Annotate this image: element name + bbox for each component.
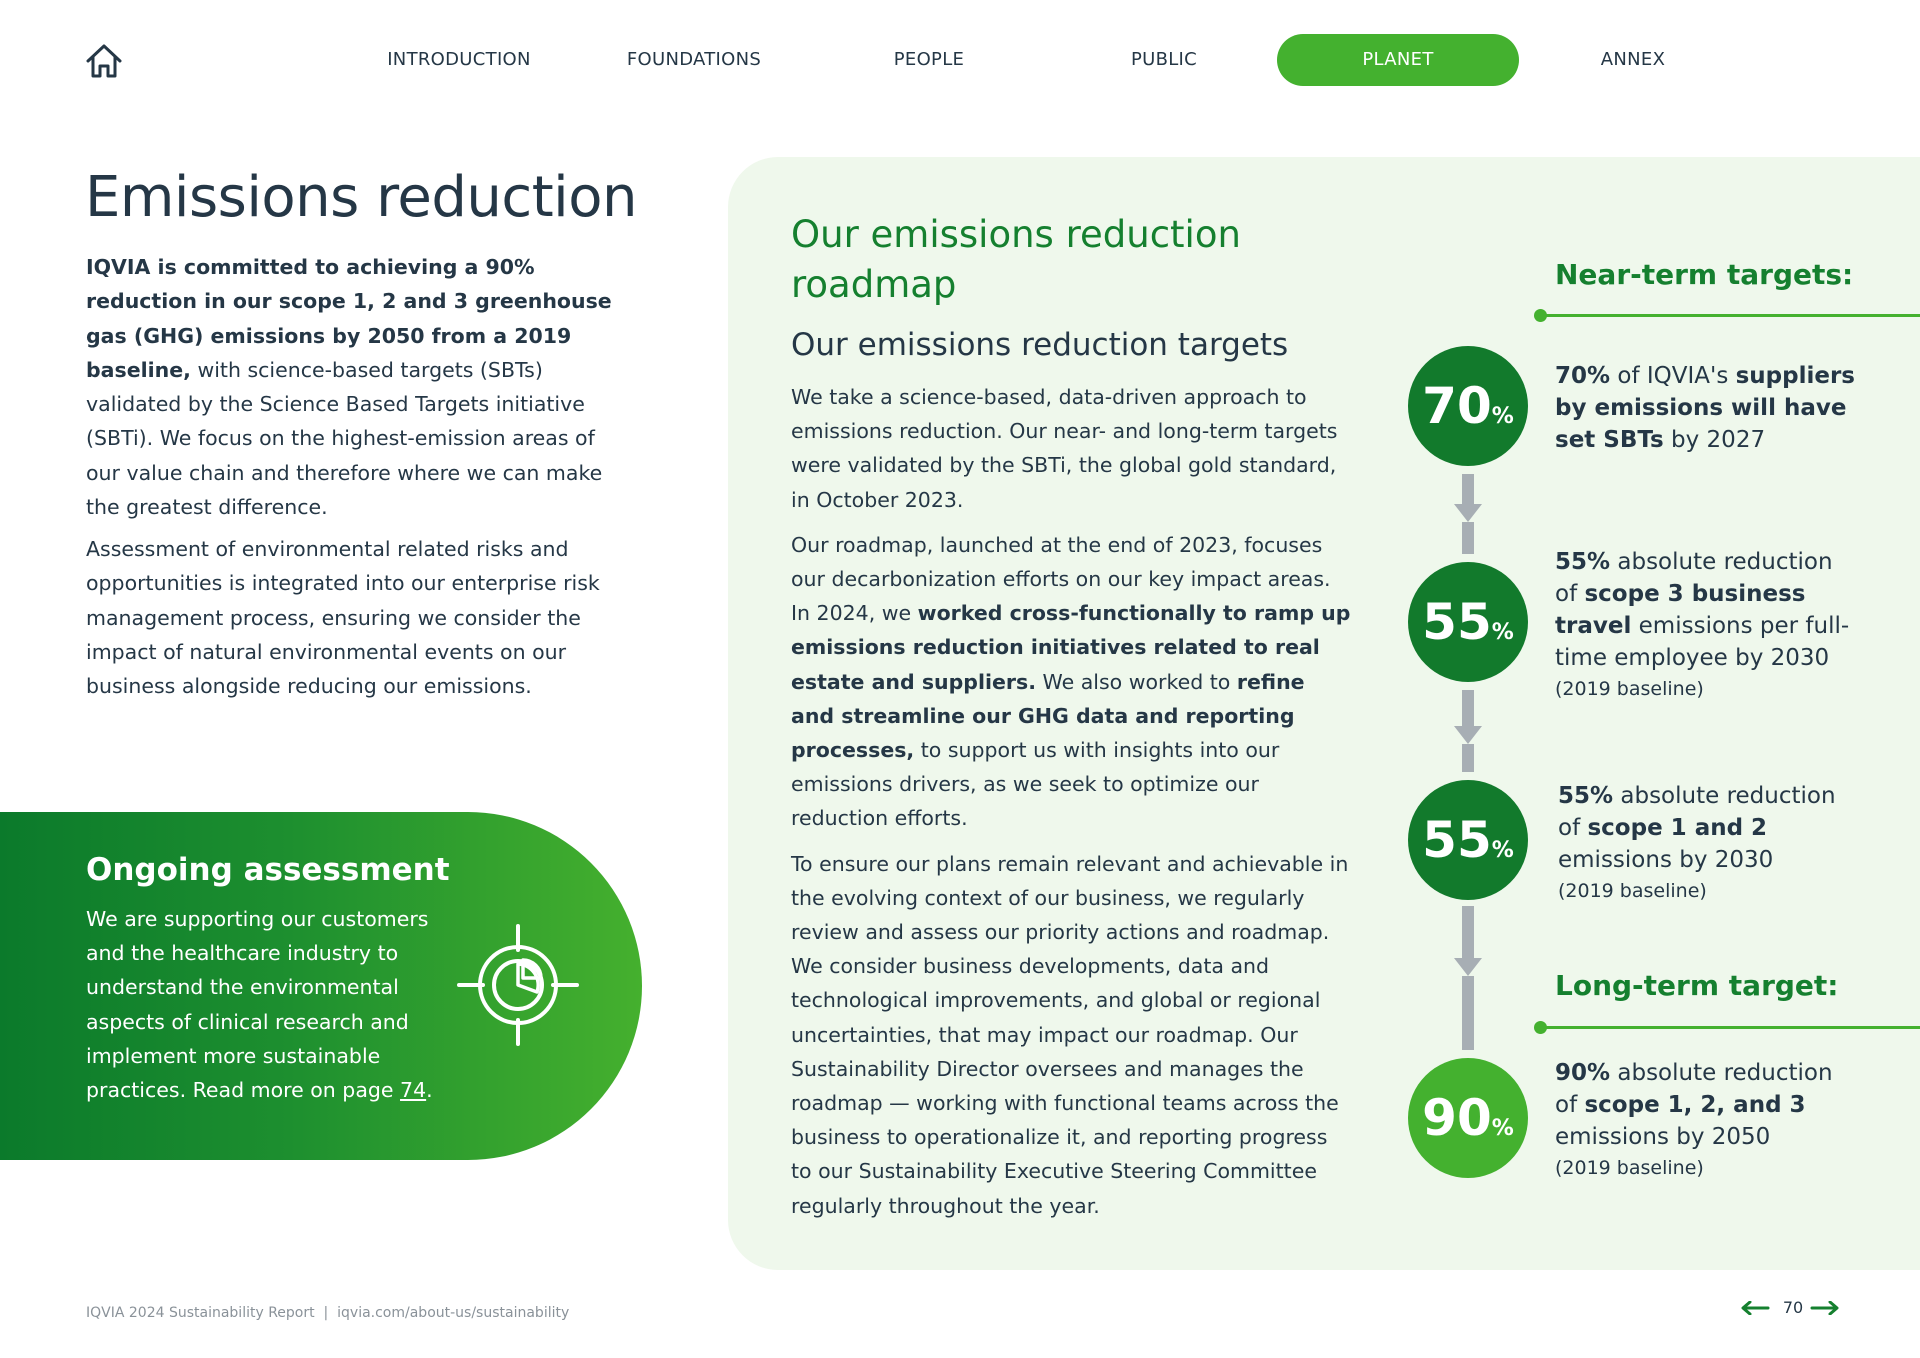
p2-a: Our roadmap, launched at the end of 2023, focuses our decarbonization efforts on our key impact areas. In 2024, we (791, 532, 1331, 626)
home-icon[interactable] (84, 42, 124, 80)
roadmap-p3: To ensure our plans remain relevant and achievable in the evolving context of our business, we regularly review and assess our priority actions and roadmap. We consider business developments, data and technological improvements, and global or regional uncertainties, that may impact our roadmap. Our Sustainability Director oversees and manages the roadmap — working with functional teams across the business to operationalize it, and reporting progress to our Sustainability Executive Steering Committee regularly throughout the year. (791, 851, 1349, 1218)
t1-b1: 70% (1555, 363, 1611, 389)
long-term-heading: Long-term target: (1555, 969, 1839, 1002)
target-chart-icon (455, 922, 581, 1048)
nav-introduction[interactable]: INTRODUCTION (387, 49, 531, 70)
t2-baseline: (2019 baseline) (1555, 678, 1704, 700)
p2-d: refine and streamline our GHG data and reporting processes, (791, 669, 1305, 763)
t1-t2: by 2027 (1663, 427, 1766, 453)
nav-annex[interactable]: ANNEX (1600, 49, 1666, 70)
target-travel-text (1555, 546, 1855, 704)
timeline-stem (1462, 744, 1474, 772)
near-term-dot (1534, 309, 1547, 322)
p2-b: worked cross-functionally to ramp up emissions reduction initiatives related to real estate and suppliers. (791, 601, 1351, 694)
ongoing-assessment-card (0, 812, 642, 1160)
t3-t1: absolute reduction of (1558, 783, 1836, 841)
t1-b2: suppliers by emissions will have set SBTs (1555, 363, 1856, 453)
timeline-arrow-icon (1454, 504, 1482, 522)
t3-b1: 55% (1558, 783, 1614, 809)
target-suppliers-text (1555, 360, 1855, 456)
timeline-stem (1462, 474, 1474, 504)
t4-t2: emissions by 2050 (1555, 1124, 1771, 1150)
near-term-heading: Near-term targets: (1555, 258, 1854, 291)
target-70-circle (1408, 346, 1528, 466)
long-term-dot (1534, 1021, 1547, 1034)
timeline-arrow-icon (1454, 726, 1482, 744)
long-term-rule (1540, 1026, 1920, 1029)
footer-text: IQVIA 2024 Sustainability Report | iqvia.com/about-us/sustainability (86, 1305, 570, 1321)
t4-b1: 90% (1555, 1060, 1611, 1086)
t4-b2: scope 1, 2, and 3 (1584, 1092, 1806, 1118)
assessment-end: . (426, 1078, 433, 1103)
t2-t1: absolute reduction of (1555, 549, 1833, 607)
pager (1738, 1296, 1838, 1320)
t2-b2: scope 3 business travel (1555, 581, 1806, 639)
assessment-body: We are supporting our customers and the healthcare industry to understand the environmental aspects of clinical research and implement more sustainable practices. Read more on page (86, 907, 429, 1103)
prev-page-arrow-icon[interactable] (1740, 1301, 1770, 1315)
intro-rest: with science-based targets (SBTs) validated by the Science Based Targets initiative (SBTi). We focus on the highest-emission areas of our value chain and therefore where we can make the greatest difference. (86, 357, 603, 520)
next-page-arrow-icon[interactable] (1810, 1301, 1840, 1315)
nav-people[interactable]: PEOPLE (893, 49, 965, 70)
t1-t1: of IQVIA's (1610, 363, 1736, 389)
near-term-rule (1540, 314, 1920, 317)
roadmap-p1: We take a science-based, data-driven approach to emissions reduction. Our near- and long-term targets were validated by the SBTi, the global gold standard, in October 2023. (791, 385, 1338, 512)
t2-b1: 55% (1555, 549, 1611, 575)
t4-baseline: (2019 baseline) (1555, 1157, 1704, 1179)
target-55-scope12-circle (1408, 780, 1528, 900)
page-title: Emissions reduction (85, 165, 637, 230)
circle-value: 90 (1422, 1089, 1492, 1147)
targets-subtitle: Our emissions reduction targets (791, 327, 1289, 363)
p2-c: We also worked to (1036, 669, 1237, 694)
target-55-travel-circle (1408, 562, 1528, 682)
timeline-stem (1462, 976, 1474, 1050)
page-74-link[interactable]: 74 (400, 1078, 427, 1103)
circle-value: 70 (1422, 377, 1492, 435)
target-scope12-text (1558, 780, 1858, 906)
target-longterm-text (1555, 1057, 1855, 1183)
circle-value: 55 (1422, 811, 1492, 869)
circle-value: 55 (1422, 593, 1492, 651)
roadmap-p2 (791, 528, 1351, 836)
circle-pct: % (1491, 838, 1514, 863)
roadmap-body (791, 380, 1351, 1234)
circle-pct: % (1491, 620, 1514, 645)
nav-foundations[interactable]: FOUNDATIONS (626, 49, 762, 70)
timeline-stem (1462, 522, 1474, 554)
p2-e: to support us with insights into our emissions drivers, as we seek to optimize our reduction efforts. (791, 738, 1280, 831)
t2-t2: emissions per full-time employee by 2030 (1555, 613, 1850, 671)
page-number: 70 (1782, 1298, 1804, 1317)
timeline-stem (1462, 906, 1474, 958)
circle-pct: % (1491, 1116, 1514, 1141)
nav-planet[interactable]: PLANET (1277, 34, 1519, 86)
t4-t1: absolute reduction of (1555, 1060, 1833, 1118)
t3-t2: emissions by 2030 (1558, 847, 1774, 873)
t3-baseline: (2019 baseline) (1558, 880, 1707, 902)
risk-paragraph: Assessment of environmental related risks and opportunities is integrated into our enterprise risk management process, ensuring we consider the impact of natural environmental events on our business alongside reducing our emissions. (86, 537, 600, 699)
assessment-title: Ongoing assessment (86, 852, 450, 888)
intro-bold: IQVIA is committed to achieving a 90% reduction in our scope 1, 2 and 3 greenhouse gas (GHG) emissions by 2050 from a 2019 baseline, (86, 255, 612, 382)
timeline-arrow-icon (1454, 958, 1482, 976)
nav-public[interactable]: PUBLIC (1130, 49, 1198, 70)
intro-paragraph (86, 250, 626, 524)
roadmap-title: Our emissions reduction roadmap (791, 213, 1241, 306)
circle-pct: % (1491, 404, 1514, 429)
t3-b2: scope 1 and 2 (1587, 815, 1768, 841)
timeline-stem (1462, 690, 1474, 726)
target-90-circle (1408, 1058, 1528, 1178)
assessment-text (86, 902, 466, 1107)
